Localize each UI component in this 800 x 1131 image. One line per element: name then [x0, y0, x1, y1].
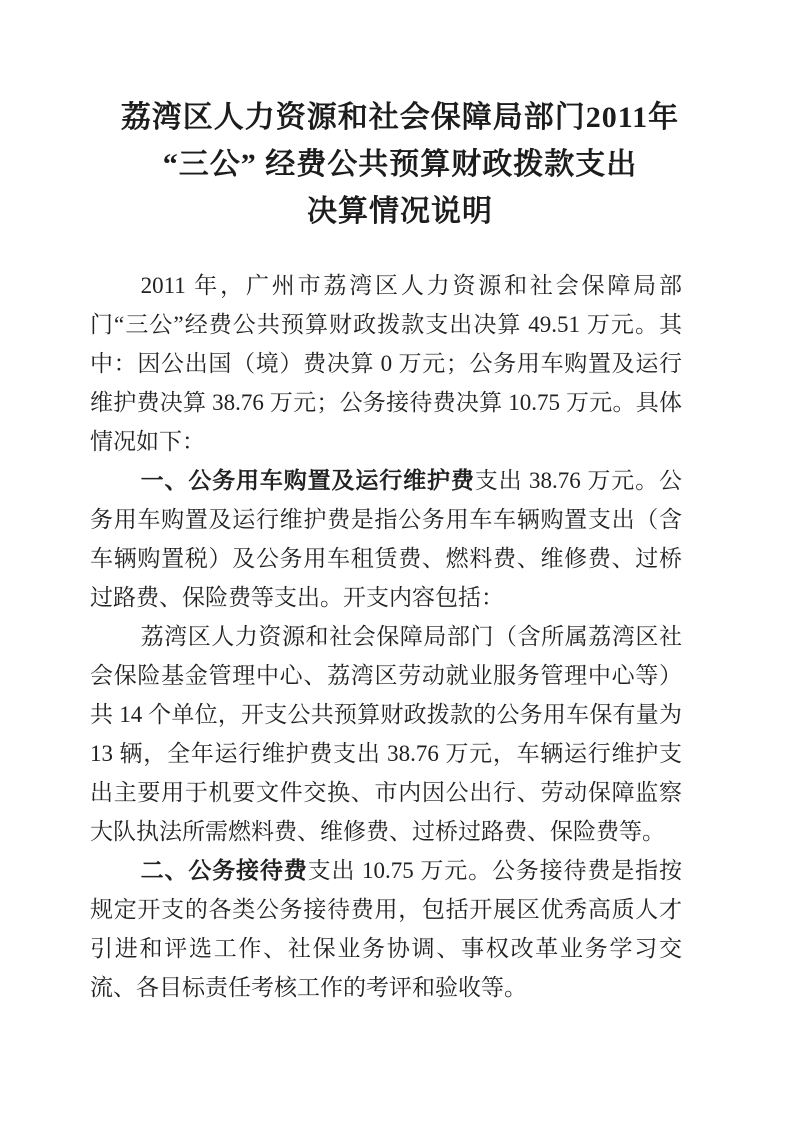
paragraph-reception-text: 支出 10.75 万元。公务接待费是指按规定开支的各类公务接待费用，包括开展区优秀高质人才引进和评选工作、社保业务协调、事权改革业务学习交流、各目标责任考核工作的考评和验收等。	[90, 858, 683, 1000]
title-line-2: “三公” 经费公共预算财政拨款支出	[162, 148, 638, 181]
paragraph-reception	[90, 851, 682, 1007]
paragraph-reception-lead: 二、公务接待费	[140, 858, 308, 883]
document-title	[0, 0, 800, 235]
paragraph-summary	[90, 266, 682, 461]
paragraph-summary-text: 2011 年，广州市荔湾区人力资源和社会保障局部门“三公”经费公共预算财政拨款支出决算 49.51 万元。其中：因公出国（境）费决算 0 万元；公务用车购置及运行维护费决算 38.76 万元；公务接待费决算 10.75 万元。具体情况如下：	[90, 273, 682, 454]
paragraph-vehicle-detail	[90, 617, 682, 851]
paragraph-vehicle-definition-lead: 一、公务用车购置及运行维护费	[140, 468, 475, 493]
paragraph-vehicle-definition	[90, 461, 682, 617]
title-line-3: 决算情况说明	[307, 195, 493, 228]
paragraph-vehicle-detail-text: 荔湾区人力资源和社会保障局部门（含所属荔湾区社会保险基金管理中心、荔湾区劳动就业服务管理中心等）共 14 个单位，开支公共预算财政拨款的公务用车保有量为 13 辆，全年运行维护费支出 38.76 万元，车辆运行维护支出主要用于机要文件交换、市内因公出行、劳动保障监察大队执法所需燃料费、维修费、过桥过路费、保险费等。	[90, 624, 682, 844]
document-body	[90, 266, 682, 1007]
title-line-1: 荔湾区人力资源和社会保障局部门2011年	[120, 101, 680, 134]
paragraph-vehicle-definition-text: 支出 38.76 万元。公务用车购置及运行维护费是指公务用车车辆购置支出（含车辆购置税）及公务用车租赁费、燃料费、维修费、过桥过路费、保险费等支出。开支内容包括：	[90, 468, 683, 610]
